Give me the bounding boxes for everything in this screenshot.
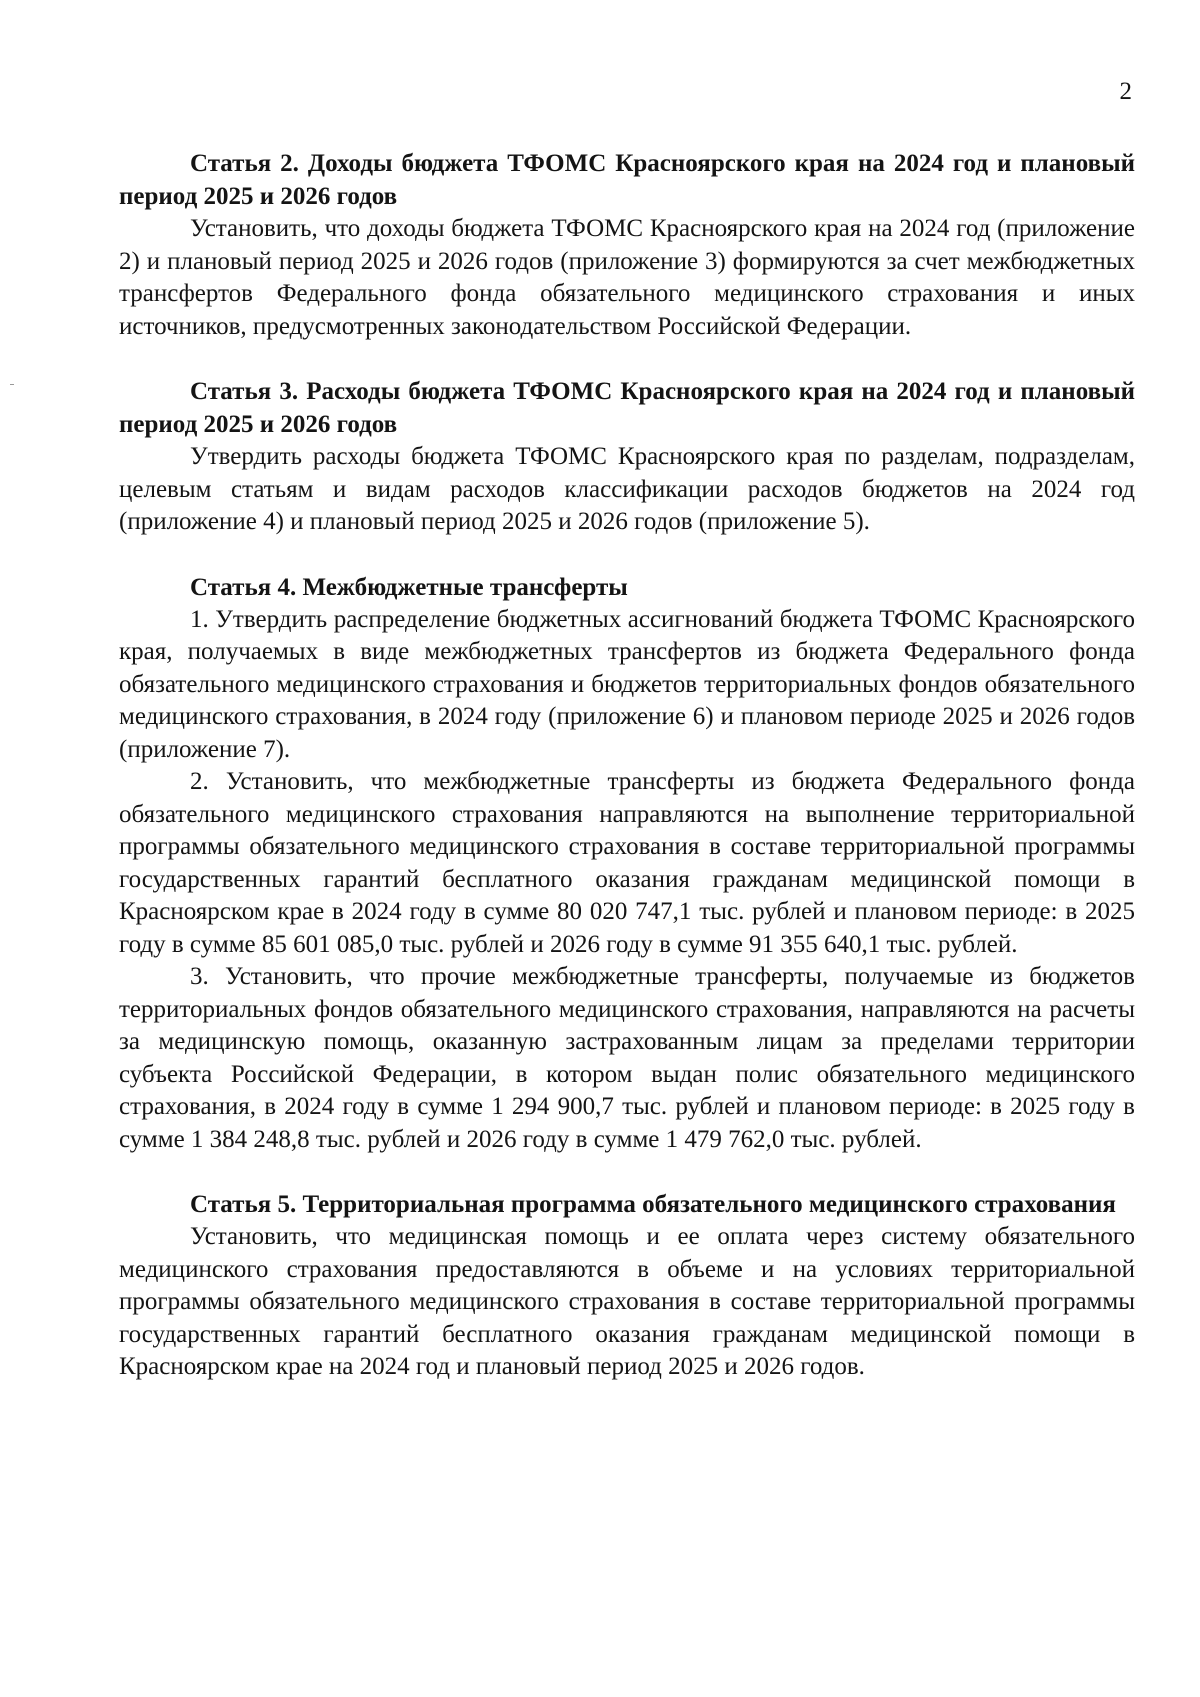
document-body (119, 147, 1135, 1416)
article-paragraph: 2. Установить, что межбюджетные трансферты из бюджета Федерального фонда обязательного медицинского страхования направляются на выполнение территориальной программы обязательного медицинского страхования в составе территориальной программы государственных гарантий бесплатного оказания гражданам медицинской помощи в Красноярском крае в 2024 году в сумме 80 020 747,1 тыс. рублей и плановом периоде: в 2025 году в сумме 85 601 085,0 тыс. рублей и 2026 году в сумме 91 355 640,1 тыс. рублей. (119, 768, 1135, 958)
article-title: Статья 3. Расходы бюджета ТФОМС Красноярского края на 2024 год и плановый период 2025 и 2026 годов (119, 378, 1135, 438)
article-paragraph: Установить, что медицинская помощь и ее оплата через систему обязательного медицинского страхования предоставляются в объеме и на условиях территориальной программы обязательного медицинского страхования в составе территориальной программы государственных гарантий бесплатного оказания гражданам медицинской помощи в Красноярском крае на 2024 год и плановый период 2025 и 2026 годов. (119, 1223, 1135, 1380)
article-title: Статья 5. Территориальная программа обязательного медицинского страхования (190, 1191, 1116, 1218)
article-5 (119, 1188, 1135, 1384)
article-title: Статья 4. Межбюджетные трансферты (190, 573, 628, 601)
article-paragraph: Установить, что доходы бюджета ТФОМС Красноярского края на 2024 год (приложение 2) и плановый период 2025 и 2026 годов (приложение 3) формируются за счет межбюджетных трансфертов Федерального фонда обязательного медицинского страхования и иных источников, предусмотренных законодательством Российской Федерации. (119, 215, 1135, 340)
article-2 (119, 147, 1135, 343)
page-number: 2 (1119, 78, 1132, 105)
article-paragraph: 1. Утвердить распределение бюджетных ассигнований бюджета ТФОМС Красноярского края, получаемых в виде межбюджетных трансфертов из бюджета Федерального фонда обязательного медицинского страхования и бюджетов территориальных фондов обязательного медицинского страхования, в 2024 году (приложение 6) и плановом периоде 2025 и 2026 годов (приложение 7). (119, 605, 1135, 763)
article-3 (119, 375, 1135, 539)
article-4 (119, 571, 1135, 1157)
article-paragraph: Утвердить расходы бюджета ТФОМС Красноярского края по разделам, подразделам, целевым статьям и видам расходов классификации расходов бюджетов на 2024 год (приложение 4) и плановый период 2025 и 2026 годов (приложение 5). (119, 443, 1135, 535)
article-title: Статья 2. Доходы бюджета ТФОМС Красноярского края на 2024 год и плановый период 2025 и 2026 годов (119, 150, 1135, 210)
scan-margin-mark (10, 384, 14, 385)
article-paragraph: 3. Установить, что прочие межбюджетные трансферты, получаемые из бюджетов территориальных фондов обязательного медицинского страхования, направляются на расчеты за медицинскую помощь, оказанную застрахованным лицам за пределами территории субъекта Российской Федерации, в котором выдан полис обязательного медицинского страхования, в 2024 году в сумме 1 294 900,7 тыс. рублей и плановом периоде: в 2025 году в сумме 1 384 248,8 тыс. рублей и 2026 году в сумме 1 479 762,0 тыс. рублей. (119, 963, 1135, 1153)
